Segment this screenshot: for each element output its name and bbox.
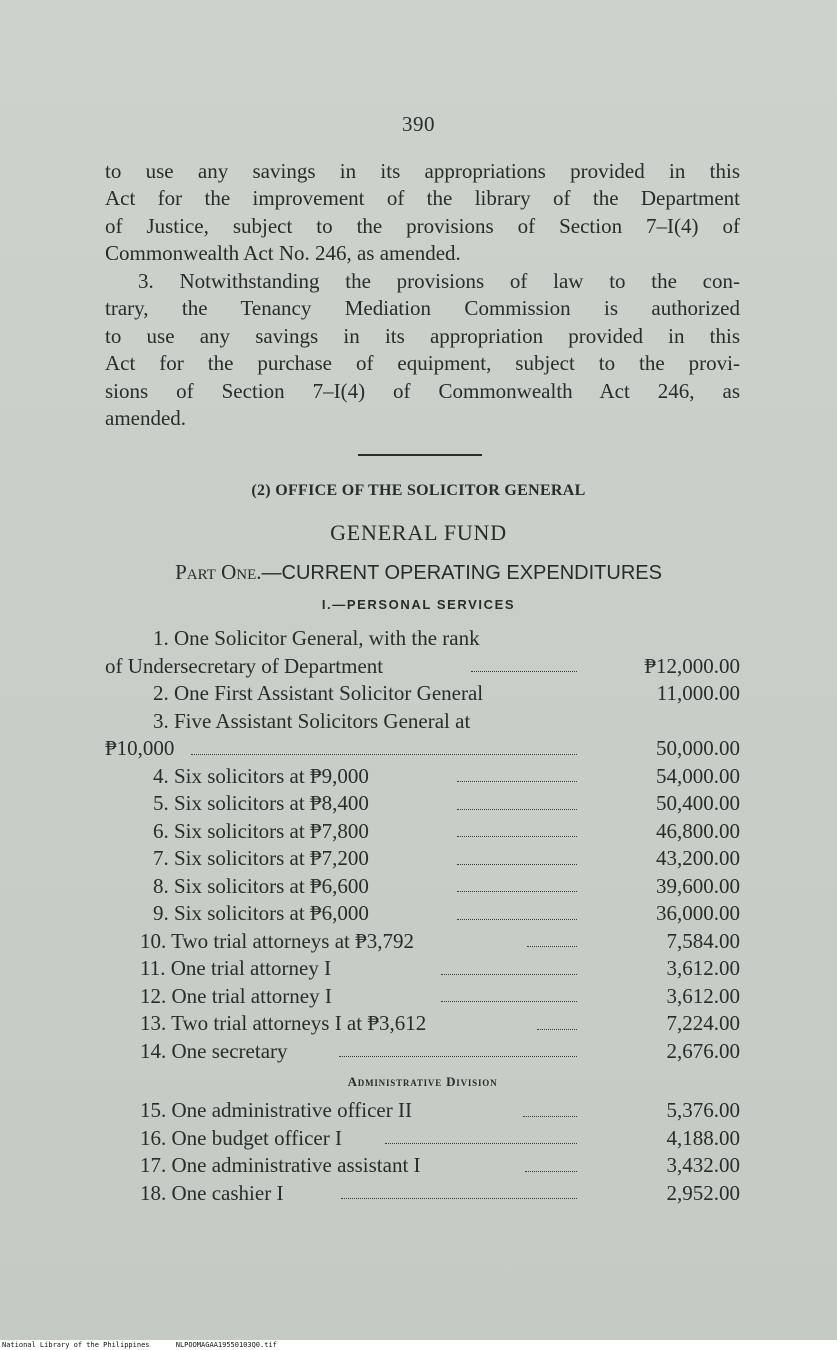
line-item (105, 873, 740, 901)
text-line: of Justice, subject to the provisions of Section 7–I(4) of (105, 213, 740, 238)
item-description: 1. One Solicitor General, with the rank (153, 626, 480, 650)
line-item (105, 928, 740, 956)
text-line: Act for the purchase of equipment, subject to the provi- (105, 351, 740, 376)
item-amount: 43,200.00 (656, 846, 740, 870)
leader-dots (537, 1027, 577, 1030)
line-item (105, 900, 740, 928)
item-amount: 46,800.00 (656, 818, 740, 843)
item-amount: 3,432.00 (666, 1153, 740, 1177)
line-item (105, 983, 740, 1011)
item-description: 14. One secretary (140, 1038, 288, 1063)
scan-footer (2, 1340, 299, 1350)
paragraph-savings-library (105, 158, 740, 268)
administrative-division-title: Administrative Division (347, 1074, 498, 1089)
page-number: 390 (402, 112, 435, 136)
item-description: 11. One trial attorney I (140, 956, 332, 980)
item-amount: 39,600.00 (656, 873, 740, 898)
item-description: 12. One trial attorney I (140, 983, 332, 1008)
leader-dots (385, 1141, 577, 1144)
item-description: 9. Six solicitors at ₱6,000 (153, 901, 369, 925)
line-item (105, 1010, 740, 1038)
item-description: 2. One First Assistant Solicitor General (153, 681, 484, 705)
leader-dots (191, 752, 577, 755)
leader-dots (525, 1169, 577, 1172)
line-item (105, 1125, 740, 1153)
leader-dots (441, 972, 577, 975)
item-amount: 2,952.00 (666, 1180, 740, 1205)
item-description: of Undersecretary of Department (105, 653, 384, 678)
item-amount: 4,188.00 (666, 1125, 740, 1150)
item-description: 17. One administrative assistant I (140, 1153, 421, 1177)
leader-dots (441, 999, 577, 1002)
appropriation-items (105, 625, 740, 1207)
item-description: 13. Two trial attorneys I at ₱3,612 (140, 1011, 427, 1035)
line-item (105, 763, 740, 791)
office-title: (2) OFFICE OF THE SOLICITOR GENERAL (251, 482, 586, 499)
library-name: National Library of the Philippines (2, 1341, 150, 1349)
item-amount: 50,400.00 (656, 791, 740, 815)
paragraph-tenancy-commission (105, 268, 740, 432)
line-item (105, 1180, 740, 1208)
line-item (105, 735, 740, 763)
leader-dots (457, 779, 577, 782)
line-item (105, 653, 740, 681)
line-item (105, 708, 740, 736)
line-item (105, 625, 740, 653)
text-line: sions of Section 7–I(4) of Commonwealth Act 246, as (105, 378, 740, 403)
item-description: 4. Six solicitors at ₱9,000 (153, 763, 369, 788)
item-amount: 5,376.00 (666, 1098, 740, 1122)
item-description: 10. Two trial attorneys at ₱3,792 (140, 928, 415, 953)
item-description: 15. One administrative officer II (140, 1098, 412, 1122)
leader-dots (471, 669, 577, 672)
item-description: 8. Six solicitors at ₱6,600 (153, 873, 369, 898)
item-description: 7. Six solicitors at ₱7,200 (153, 846, 369, 870)
item-amount: 7,224.00 (666, 1011, 740, 1035)
section-divider (358, 454, 482, 456)
text-line: Commonwealth Act No. 246, as amended. (105, 241, 461, 266)
item-description: 6. Six solicitors at ₱7,800 (153, 818, 369, 843)
item-amount: 2,676.00 (666, 1038, 740, 1063)
leader-dots (339, 1054, 577, 1057)
item-amount: 50,000.00 (656, 736, 740, 760)
item-description: 5. Six solicitors at ₱8,400 (153, 791, 369, 815)
leader-dots (341, 1196, 577, 1199)
line-item (105, 818, 740, 846)
line-item (105, 955, 740, 983)
leader-dots (457, 862, 577, 865)
text-line: to use any savings in its appropriation provided in this (105, 323, 740, 348)
part-title (0, 560, 837, 585)
leader-dots (457, 807, 577, 810)
leader-dots (527, 944, 577, 947)
leader-dots (457, 917, 577, 920)
item-description: 16. One budget officer I (140, 1125, 342, 1150)
leader-dots (523, 1114, 577, 1117)
line-item (105, 680, 740, 708)
line-item (105, 1038, 740, 1066)
line-item (105, 845, 740, 873)
text-line: amended. (105, 405, 187, 430)
line-item (105, 790, 740, 818)
item-description: ₱10,000 (105, 736, 175, 760)
part-heading: —CURRENT OPERATING EXPENDITURES (261, 562, 662, 584)
item-description: 18. One cashier I (140, 1180, 284, 1205)
text-line: Act for the improvement of the library of the Department (105, 186, 740, 211)
leader-dots (457, 834, 577, 837)
part-label: Part One. (175, 560, 262, 584)
fund-title: GENERAL FUND (330, 520, 507, 545)
item-amount: 54,000.00 (656, 763, 740, 788)
item-amount: 36,000.00 (656, 901, 740, 925)
text-line: to use any savings in its appropriations provided in this (105, 159, 740, 183)
section-title: I.—PERSONAL SERVICES (321, 597, 516, 612)
scan-filename: NLPOOMAGAA19550103Q0.tif (175, 1341, 277, 1349)
item-amount: 11,000.00 (656, 681, 740, 705)
text-line: 3. Notwithstanding the provisions of law to the con- (138, 269, 740, 293)
item-amount: 7,584.00 (666, 928, 740, 953)
item-description: 3. Five Assistant Solicitors General at (153, 708, 471, 733)
leader-dots (457, 889, 577, 892)
item-amount: ₱12,000.00 (644, 653, 740, 678)
text-line: trary, the Tenancy Mediation Commission is authorized (105, 296, 740, 321)
line-item (105, 1152, 740, 1180)
line-item (105, 1097, 740, 1125)
item-amount: 3,612.00 (666, 983, 740, 1008)
item-amount: 3,612.00 (666, 956, 740, 980)
